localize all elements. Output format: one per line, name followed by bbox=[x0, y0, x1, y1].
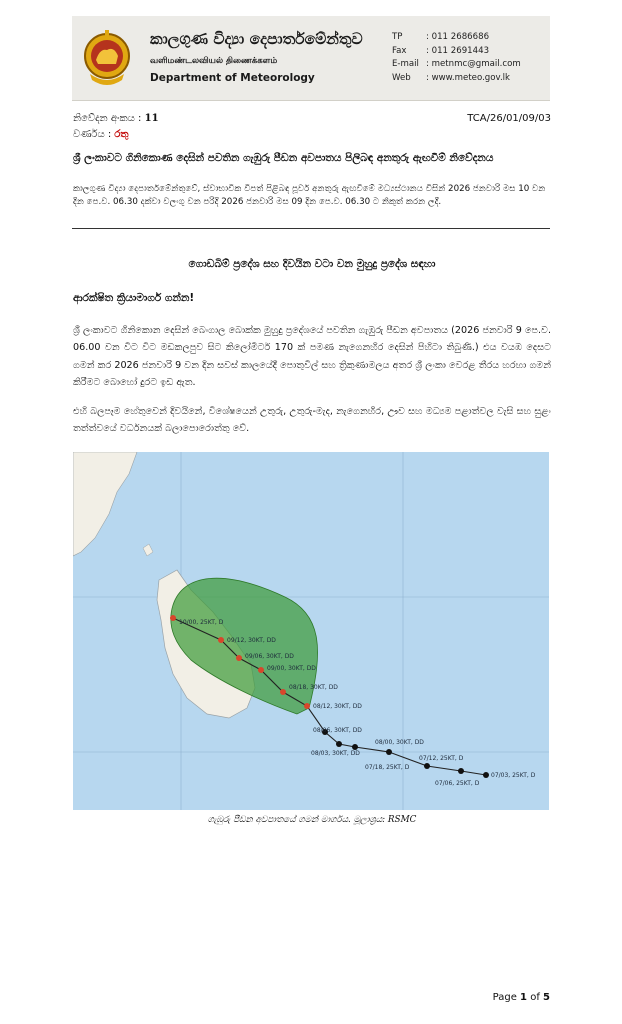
svg-text:08/03, 30KT, DD: 08/03, 30KT, DD bbox=[311, 750, 360, 757]
track-point bbox=[218, 637, 276, 644]
svg-text:07/18, 25KT, D: 07/18, 25KT, D bbox=[365, 764, 410, 771]
bulletin-reference: TCA/26/01/09/03 bbox=[467, 113, 551, 124]
national-emblem-icon bbox=[82, 26, 132, 88]
bulletin-number: නිවේදන අංකය : 11 bbox=[73, 113, 159, 124]
svg-text:07/06, 25KT, D: 07/06, 25KT, D bbox=[435, 780, 480, 787]
contact-block bbox=[392, 31, 521, 85]
map-caption: ගැඹුරු පීඩන අවපාතයේ ගමන් මාර්ගය. මූලාශ්‍රය: RSMC bbox=[207, 815, 417, 825]
track-point bbox=[236, 653, 294, 661]
body-paragraph-1: ශ්‍රී ලංකාවට ගිනිකොන දෙසින් බෙංගාල බොක්ක මුහුදු ප්‍රදේශයේ පවතින ගැඹුරු පීඩන අවපාතය (2026 ජනවාරි 9 පෙ.ව. 06.00 වන විට විට මඩකලපුව සිට කිලෝමීටර් 170 ක් පමණ නැගෙනහිර දෙසින් පිහිටා තිබුණි.) එය වයඹ දෙසට ගමන් කර 2026 ජනවාරි 9 වන දින සවස් කාලයේදී පොතුවිල් සහ ත්‍රිකුණාමලය අතර ශ්‍රී ලංකා වෙරළ තීරය හරහා ගමන් කිරීමට බොහෝ දුරට ඉඩ ඇත. bbox=[73, 325, 551, 388]
cyclone-track-map bbox=[73, 452, 549, 810]
svg-text:08/12, 30KT, DD: 08/12, 30KT, DD bbox=[313, 703, 362, 710]
track-point bbox=[483, 772, 536, 779]
svg-text:07/03, 25KT, D: 07/03, 25KT, D bbox=[491, 772, 536, 779]
contact-web: Web : www.meteo.gov.lk bbox=[392, 72, 511, 83]
bulletin-subtitle: කාලගුණ විද්‍යා දෙපාර්තමේන්තුවේ, ස්වාභාවික විපත් පිළිබඳ පූර්ව අනතුරු ඇඟවීමේ මධ්‍යස්ථානය විසින් 2026 ජනවාරි මස 10 වන දින පෙ.ව. 06.30 දක්වා වලංගු වන පරිදි 2026 ජනවාරි මස 09 දින පෙ.ව. 06.30 ට නිකුත් කරන ලදී. bbox=[73, 184, 546, 207]
bulletin-title: ශ්‍රී ලංකාවට ගිනිකොණ දෙසින් පවතින ගැඹුරු පීඩන අවපාතය පිලිබඳ අනතුරු ඇඟවීම් නිවේදනය bbox=[73, 152, 494, 164]
svg-text:08/00, 30KT, DD: 08/00, 30KT, DD bbox=[375, 739, 424, 746]
dept-name-english: Department of Meteorology bbox=[150, 72, 315, 84]
svg-text:09/06, 30KT, DD: 09/06, 30KT, DD bbox=[245, 653, 294, 660]
svg-text:10/00, 25KT, D: 10/00, 25KT, D bbox=[179, 619, 224, 626]
svg-text:09/00, 30KT, DD: 09/00, 30KT, DD bbox=[267, 665, 316, 672]
track-point bbox=[304, 703, 362, 710]
dept-name-tamil: வளிமண்டலவியல் திணைக்களம் bbox=[150, 56, 278, 66]
contact-fax: Fax : 011 2691443 bbox=[392, 45, 490, 56]
svg-text:07/12, 25KT, D: 07/12, 25KT, D bbox=[419, 755, 464, 762]
svg-text:09/12, 30KT, DD: 09/12, 30KT, DD bbox=[227, 637, 276, 644]
dept-name-sinhala: කාලගුණ විද්‍යා දෙපාර්තමේන්තුව bbox=[150, 30, 363, 48]
contact-phone: TP : 011 2686686 bbox=[392, 32, 490, 42]
track-point bbox=[313, 727, 362, 735]
body-paragraph-2: එහි බලපෑම හේතුවෙන් දිවයිනේ, විශේෂයෙන් උතුරු, උතුරු-මැද, නැගෙනහිර, ඌව සහ මධ්‍යම පළාත්වල වැසි සහ සුළං තත්ත්වයේ වර්ධනයක් බලාපොරොත්තු වේ. bbox=[73, 406, 551, 435]
svg-text:08/18, 30KT, DD: 08/18, 30KT, DD bbox=[289, 684, 338, 691]
svg-text:08/06, 30KT, DD: 08/06, 30KT, DD bbox=[313, 727, 362, 734]
bulletin-colour: වර්ණය : රතු bbox=[73, 129, 129, 140]
letterhead bbox=[72, 16, 550, 101]
section-heading: ගොඩබිම් ප්‍රදේශ සහ දිවයින වටා වන මුහුදු ප්‍රදේශ සඳහා bbox=[188, 258, 436, 270]
divider bbox=[72, 228, 550, 229]
track-point bbox=[258, 665, 316, 673]
contact-email: E-mail : metnmc@gmail.com bbox=[392, 59, 521, 69]
page-number: Page 1 of 5 bbox=[492, 992, 550, 1003]
caution-heading: ආරක්ෂිත ක්‍රියාමාර්ග ගන්න! bbox=[73, 292, 195, 304]
